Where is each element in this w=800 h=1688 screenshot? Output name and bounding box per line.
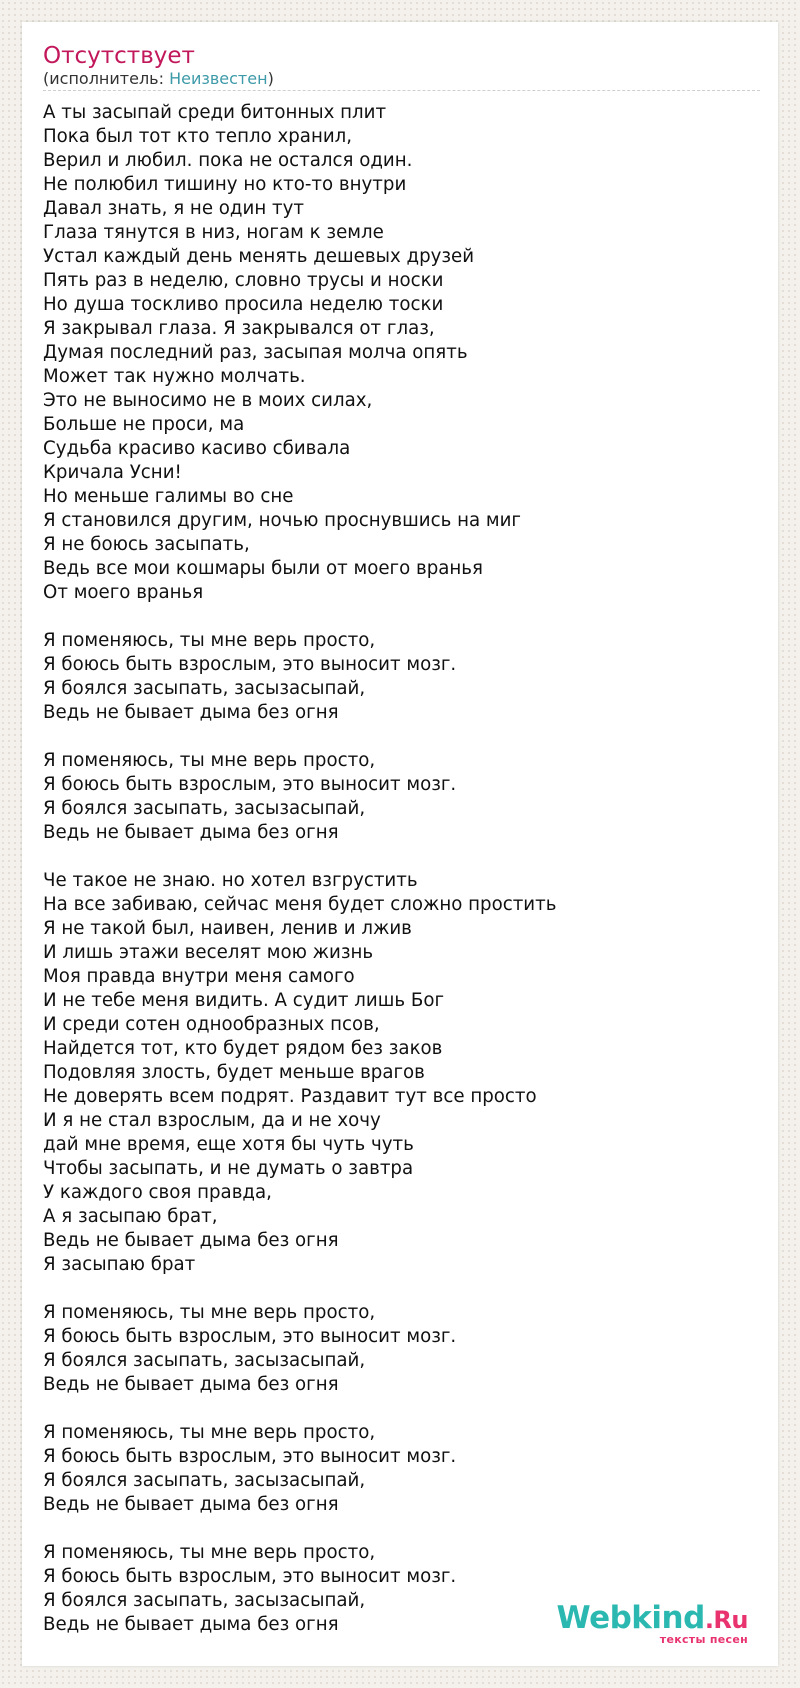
- logo-tagline: тексты песен: [659, 1633, 748, 1646]
- lyric-line: А я засыпаю брат,: [43, 1206, 218, 1227]
- lyric-line: Я боялся засыпать, засызасыпай,: [43, 1470, 366, 1491]
- artist-link[interactable]: Неизвестен: [169, 69, 268, 88]
- lyric-line: Я поменяюсь, ты мне верь просто,: [43, 1542, 376, 1563]
- lyric-line: Не доверять всем подрят. Раздавит тут все просто: [43, 1086, 537, 1107]
- lyric-line: Я поменяюсь, ты мне верь просто,: [43, 1422, 376, 1443]
- lyric-line: Ведь не бывает дыма без огня: [43, 1230, 339, 1251]
- lyric-line: Чтобы засыпать, и не думать о завтра: [43, 1158, 414, 1179]
- stanza-break: [43, 845, 763, 869]
- lyric-line: дай мне время, еще хотя бы чуть чуть: [43, 1134, 414, 1155]
- lyric-line: Подовляя злость, будет меньше врагов: [43, 1062, 425, 1083]
- lyric-line: Ведь не бывает дыма без огня: [43, 1374, 339, 1395]
- lyric-line: От моего вранья: [43, 582, 204, 603]
- lyric-line: Я боюсь быть взрослым, это выносит мозг.: [43, 774, 457, 795]
- lyric-line: Найдется тот, кто будет рядом без заков: [43, 1038, 443, 1059]
- lyric-line: Но меньше галимы во сне: [43, 486, 294, 507]
- artist-suffix: ): [267, 69, 274, 88]
- lyric-line: Судьба красиво касиво сбивала: [43, 438, 351, 459]
- lyric-line: Ведь не бывает дыма без огня: [43, 1614, 339, 1635]
- lyric-line: И лишь этажи веселят мою жизнь: [43, 942, 374, 963]
- lyric-line: Устал каждый день менять дешевых друзей: [43, 246, 475, 267]
- artist-line: [43, 69, 274, 89]
- lyric-line: Давал знать, я не один тут: [43, 198, 304, 219]
- lyric-line: Я боюсь быть взрослым, это выносит мозг.: [43, 1326, 457, 1347]
- lyric-line: Че такое не знаю. но хотел взгрустить: [43, 870, 418, 891]
- lyric-line: Я боялся засыпать, засызасыпай,: [43, 678, 366, 699]
- lyric-line: Я не боюсь засыпать,: [43, 534, 250, 555]
- stanza-break: [43, 1517, 763, 1541]
- lyric-line: Я боялся засыпать, засызасыпай,: [43, 798, 366, 819]
- lyric-line: И среди сотен однообразных псов,: [43, 1014, 380, 1035]
- lyric-line: Я боялся засыпать, засызасыпай,: [43, 1350, 366, 1371]
- lyric-line: Ведь не бывает дыма без огня: [43, 702, 339, 723]
- artist-prefix: (исполнитель:: [43, 69, 170, 88]
- lyric-line: Я боялся засыпать, засызасыпай,: [43, 1590, 366, 1611]
- title-divider: [43, 90, 760, 91]
- lyric-line: Я становился другим, ночью проснувшись на миг: [43, 510, 521, 531]
- lyric-line: Глаза тянутся в низ, ногам к земле: [43, 222, 384, 243]
- lyric-line: Я поменяюсь, ты мне верь просто,: [43, 1302, 376, 1323]
- lyric-line: А ты засыпай среди битонных плит: [43, 102, 387, 123]
- stanza-break: [43, 1277, 763, 1301]
- lyric-line: Я поменяюсь, ты мне верь просто,: [43, 750, 376, 771]
- stanza-break: [43, 605, 763, 629]
- lyric-line: Больше не проси, ма: [43, 414, 245, 435]
- lyric-line: Может так нужно молчать.: [43, 366, 306, 387]
- lyric-line: Но душа тоскливо просила неделю тоски: [43, 294, 444, 315]
- stanza-break: [43, 1397, 763, 1421]
- lyric-line: Я боюсь быть взрослым, это выносит мозг.: [43, 1566, 457, 1587]
- lyric-line: Я закрывал глаза. Я закрывался от глаз,: [43, 318, 435, 339]
- lyric-line: Не полюбил тишину но кто-то внутри: [43, 174, 407, 195]
- lyric-line: Думая последний раз, засыпая молча опять: [43, 342, 468, 363]
- lyric-line: Моя правда внутри меня самого: [43, 966, 355, 987]
- lyric-line: И я не стал взрослым, да и не хочу: [43, 1110, 381, 1131]
- lyric-line: Я поменяюсь, ты мне верь просто,: [43, 630, 376, 651]
- lyric-line: Ведь все мои кошмары были от моего вранья: [43, 558, 483, 579]
- lyric-line: Ведь не бывает дыма без огня: [43, 1494, 339, 1515]
- webkind-logo[interactable]: [557, 1601, 749, 1646]
- song-title: Отсутствует: [43, 43, 195, 69]
- lyric-line: Я засыпаю брат: [43, 1254, 196, 1275]
- lyric-line: Я не такой был, наивен, ленив и лжив: [43, 918, 412, 939]
- lyric-line: Пока был тот кто тепло хранил,: [43, 126, 353, 147]
- logo-wordmark: [557, 1601, 749, 1637]
- lyric-line: И не тебе меня видить. А судит лишь Бог: [43, 990, 445, 1011]
- lyric-line: Верил и любил. пока не остался один.: [43, 150, 413, 171]
- lyrics-card: [22, 22, 778, 1666]
- lyric-line: У каждого своя правда,: [43, 1182, 272, 1203]
- lyric-line: Пять раз в неделю, словно трусы и носки: [43, 270, 444, 291]
- lyric-line: Кричала Усни!: [43, 462, 182, 483]
- lyric-line: Я боюсь быть взрослым, это выносит мозг.: [43, 654, 457, 675]
- lyrics-text: [43, 101, 763, 1637]
- lyric-line: На все забиваю, сейчас меня будет сложно простить: [43, 894, 557, 915]
- logo-tld: .Ru: [704, 1606, 748, 1634]
- lyric-line: Я боюсь быть взрослым, это выносит мозг.: [43, 1446, 457, 1467]
- lyric-line: Это не выносимо не в моих силах,: [43, 390, 373, 411]
- logo-word: Webkind: [556, 1600, 705, 1636]
- lyric-line: Ведь не бывает дыма без огня: [43, 822, 339, 843]
- stanza-break: [43, 725, 763, 749]
